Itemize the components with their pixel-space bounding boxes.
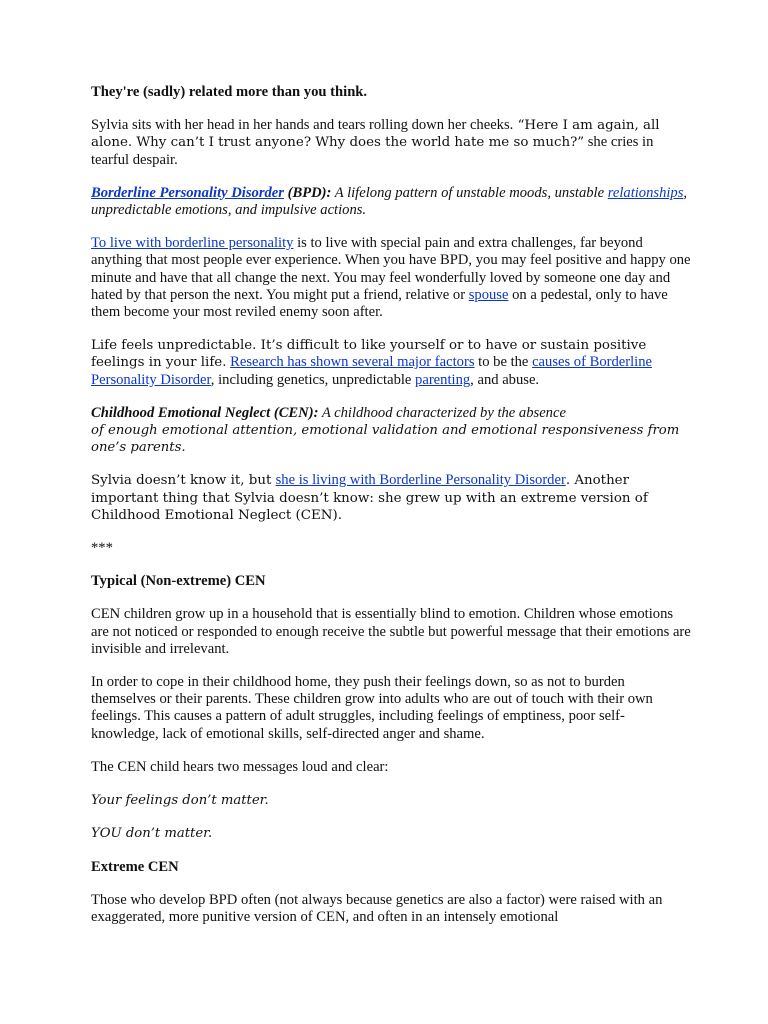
sylvia-text-1: Sylvia doesn’t know it, but [91, 473, 276, 489]
cen-def-text-1: A childhood characterized by the absence [318, 404, 566, 421]
intro-text-1: Sylvia sits with her head in her hands and tears rolling down her cheeks. [91, 117, 514, 134]
causes-text-1: Life feels unpredictable. It’s difficult to like yourself or to have or sustain positive feelings in your life. [91, 338, 647, 371]
bpd-def-text-1: A lifelong pattern of unstable moods, unstable [331, 184, 608, 201]
link-parenting[interactable]: parenting [415, 371, 471, 388]
cen-term: Childhood Emotional Neglect (CEN): [91, 404, 319, 421]
message-quote-2: YOU don’t matter. [91, 826, 213, 842]
article-body [91, 84, 691, 942]
causes-text-2: to be the [474, 354, 533, 371]
causes-text-3: , including genetics, unpredictable [210, 371, 416, 388]
section-heading-typical-cen: Typical (Non-extreme) CEN [91, 573, 266, 590]
link-relationships[interactable]: relationships [607, 184, 684, 201]
link-living-with-bpd[interactable]: she is living with Borderline Personality Disorder [275, 472, 566, 489]
intro-quote: “Here I am again, all alone. Why can’t I trust anyone? Why does the world hate me so much?” [91, 118, 660, 151]
link-research-factors[interactable]: Research has shown several major factors [230, 354, 475, 371]
link-borderline-personality-disorder[interactable]: Borderline Personality Disorder [91, 184, 284, 201]
extreme-cen-paragraph: Those who develop BPD often (not always because genetics are also a factor) were raised with an exaggerated, more punitive version of CEN, and often in an intensely emotional [91, 891, 663, 925]
cen-definition [91, 405, 691, 457]
bpd-def-text-2: , unpredictable emotions, and impulsive actions. [91, 184, 688, 219]
section-separator: *** [91, 540, 113, 557]
intro-text-2: she cries in tearful despair. [91, 134, 654, 168]
section-heading-extreme-cen: Extreme CEN [91, 858, 179, 875]
intro-paragraph [91, 117, 691, 169]
bpd-abbrev: (BPD): [283, 184, 332, 201]
article-heading: They're (sadly) related more than you think. [91, 84, 368, 100]
bpd-definition [91, 185, 691, 219]
typical-cen-paragraph-2: In order to cope in their childhood home, they push their feelings down, so as not to burden themselves or their parents. These children grow into adults who are out of touch with their own feelings. This causes a pattern of adult struggles, including feelings of emptiness, poor self-knowledge, lack of emotional skills, self-directed anger and shame. [91, 674, 653, 742]
link-spouse[interactable]: spouse [468, 286, 509, 303]
typical-cen-paragraph-1: CEN children grow up in a household that is essentially blind to emotion. Children whose emotions are not noticed or responded to enough receive the subtle but powerful message that their emotions are invisible and irrelevant. [91, 606, 691, 657]
living-text-1: is to live with special pain and extra challenges, far beyond anything that most people ever experience. When you have BPD, you may feel positive and happy one minute and have that all change the next. You may feel wonderfully loved by someone one day and hated by that person the next. You might put a friend, relative or [91, 235, 691, 303]
message-quote-1: Your feelings don’t matter. [91, 793, 269, 809]
link-causes-bpd[interactable]: causes of Borderline Personality Disorder [91, 354, 653, 388]
living-with-bpd-paragraph [91, 235, 691, 321]
link-live-with-borderline[interactable]: To live with borderline personality [91, 235, 294, 252]
causes-paragraph [91, 337, 691, 389]
sylvia-text-2: . Another important thing that Sylvia doesn’t know: she grew up with an extreme version of Childhood Emotional Neglect (CEN). [91, 473, 648, 523]
causes-text-4: , and abuse. [470, 371, 540, 388]
sylvia-paragraph [91, 472, 691, 524]
cen-def-text-2: of enough emotional attention, emotional validation and emotional responsiveness from one’s parents. [91, 423, 680, 456]
two-messages-paragraph: The CEN child hears two messages loud and clear: [91, 758, 389, 775]
living-text-2: on a pedestal, only to have them become your most reviled enemy soon after. [91, 286, 668, 321]
